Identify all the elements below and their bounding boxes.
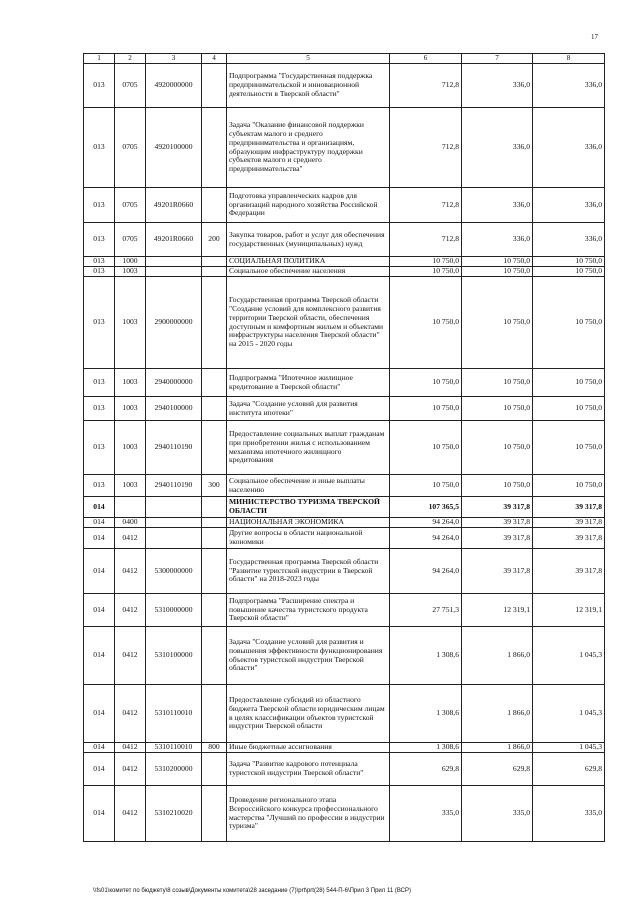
amount-col6: 629,8 [390, 753, 462, 786]
item-name: Задача "Создание условий для развития и повышения эффективности функционирования объектов туристской индустрии Тверской области" [227, 627, 390, 685]
amount-col7: 39 317,8 [462, 549, 533, 594]
amount-col7: 335,0 [462, 786, 533, 842]
ministry-code: 013 [84, 421, 115, 475]
amount-col7: 336,0 [462, 223, 533, 257]
table-row [84, 421, 605, 475]
section-code: 1003 [115, 397, 146, 421]
ministry-code: 013 [84, 475, 115, 497]
ministry-code: 013 [84, 277, 115, 369]
amount-col8: 629,8 [533, 753, 605, 786]
amount-col7: 10 750,0 [462, 421, 533, 475]
amount-col6: 10 750,0 [390, 277, 462, 369]
section-code: 0412 [115, 743, 146, 753]
target-article-code: 5310110010 [146, 743, 202, 753]
table-row [84, 685, 605, 743]
amount-col7: 1 866,0 [462, 743, 533, 753]
target-article-code: 2940110190 [146, 421, 202, 475]
table-row [84, 267, 605, 277]
expense-type-code [202, 397, 227, 421]
item-name: Предоставление социальных выплат гражданам при приобретении жилья с использованием механизма ипотечного жилищного кредитования [227, 421, 390, 475]
amount-col7: 10 750,0 [462, 397, 533, 421]
item-name: Задача "Развитие кадрового потенциала туристской индустрии Тверской области" [227, 753, 390, 786]
table-row [84, 369, 605, 397]
table-row [84, 475, 605, 497]
amount-col6: 10 750,0 [390, 369, 462, 397]
table-row [84, 528, 605, 549]
item-name: МИНИСТЕРСТВО ТУРИЗМА ТВЕРСКОЙ ОБЛАСТИ [227, 497, 390, 518]
ministry-code: 013 [84, 369, 115, 397]
amount-col8: 10 750,0 [533, 475, 605, 497]
table-row [84, 108, 605, 188]
amount-col6: 27 751,3 [390, 594, 462, 627]
table-body [84, 54, 605, 842]
amount-col8: 39 317,8 [533, 528, 605, 549]
amount-col8: 39 317,8 [533, 549, 605, 594]
column-header: 8 [533, 54, 605, 64]
target-article-code: 4920100000 [146, 108, 202, 188]
section-code: 1003 [115, 369, 146, 397]
amount-col8: 10 750,0 [533, 257, 605, 267]
target-article-code: 5310100000 [146, 627, 202, 685]
amount-col7: 10 750,0 [462, 277, 533, 369]
amount-col8: 39 317,8 [533, 518, 605, 528]
section-code: 0412 [115, 753, 146, 786]
section-code: 1003 [115, 277, 146, 369]
amount-col6: 712,8 [390, 64, 462, 108]
expense-type-code: 800 [202, 743, 227, 753]
target-article-code [146, 518, 202, 528]
expense-type-code: 200 [202, 223, 227, 257]
amount-col7: 10 750,0 [462, 257, 533, 267]
amount-col7: 39 317,8 [462, 518, 533, 528]
amount-col8: 10 750,0 [533, 421, 605, 475]
section-code: 0705 [115, 64, 146, 108]
section-code: 0705 [115, 108, 146, 188]
expense-type-code [202, 549, 227, 594]
amount-col6: 712,8 [390, 108, 462, 188]
ministry-code: 014 [84, 549, 115, 594]
column-header: 7 [462, 54, 533, 64]
target-article-code [146, 497, 202, 518]
amount-col6: 10 750,0 [390, 257, 462, 267]
amount-col7: 1 866,0 [462, 627, 533, 685]
item-name: Иные бюджетные ассигнования [227, 743, 390, 753]
amount-col6: 10 750,0 [390, 397, 462, 421]
section-code: 0705 [115, 223, 146, 257]
section-code: 0412 [115, 594, 146, 627]
expense-type-code [202, 753, 227, 786]
item-name: Подпрограмма "Расширение спектра и повышение качества туристского продукта Тверской области" [227, 594, 390, 627]
expense-type-code [202, 685, 227, 743]
amount-col8: 10 750,0 [533, 277, 605, 369]
amount-col7: 12 319,1 [462, 594, 533, 627]
target-article-code: 5310200000 [146, 753, 202, 786]
section-code: 0412 [115, 528, 146, 549]
amount-col6: 107 365,5 [390, 497, 462, 518]
section-code: 1000 [115, 257, 146, 267]
amount-col8: 12 319,1 [533, 594, 605, 627]
ministry-code: 014 [84, 518, 115, 528]
amount-col6: 10 750,0 [390, 421, 462, 475]
column-header: 3 [146, 54, 202, 64]
ministry-code: 013 [84, 64, 115, 108]
expense-type-code: 300 [202, 475, 227, 497]
table-row [84, 786, 605, 842]
budget-table [83, 53, 605, 842]
target-article-code: 2900000000 [146, 277, 202, 369]
amount-col6: 335,0 [390, 786, 462, 842]
amount-col8: 336,0 [533, 223, 605, 257]
amount-col7: 336,0 [462, 188, 533, 223]
ministry-code: 013 [84, 188, 115, 223]
section-code: 1003 [115, 421, 146, 475]
expense-type-code [202, 497, 227, 518]
item-name: Социальное обеспечение населения [227, 267, 390, 277]
column-number-header [84, 54, 605, 64]
expense-type-code [202, 369, 227, 397]
item-name: Задача "Создание условий для развития института ипотеки" [227, 397, 390, 421]
table-row [84, 277, 605, 369]
amount-col6: 10 750,0 [390, 475, 462, 497]
table-row [84, 497, 605, 518]
table-row [84, 549, 605, 594]
ministry-code: 013 [84, 257, 115, 267]
target-article-code: 2940110190 [146, 475, 202, 497]
section-code: 0400 [115, 518, 146, 528]
section-code: 0412 [115, 685, 146, 743]
section-code: 0705 [115, 188, 146, 223]
expense-type-code [202, 277, 227, 369]
ministry-code: 013 [84, 223, 115, 257]
amount-col6: 712,8 [390, 223, 462, 257]
ministry-code: 014 [84, 594, 115, 627]
table-row [84, 257, 605, 267]
item-name: Подготовка управленческих кадров для организаций народного хозяйства Российской Федерации [227, 188, 390, 223]
table-row [84, 594, 605, 627]
section-code: 1003 [115, 267, 146, 277]
column-header: 6 [390, 54, 462, 64]
amount-col8: 336,0 [533, 108, 605, 188]
table-row [84, 627, 605, 685]
item-name: Закупка товаров, работ и услуг для обеспечения государственных (муниципальных) нужд [227, 223, 390, 257]
amount-col7: 336,0 [462, 64, 533, 108]
ministry-code: 014 [84, 528, 115, 549]
amount-col8: 39 317,8 [533, 497, 605, 518]
item-name: Проведение регионального этапа Всероссийского конкурса профессионального мастерства "Лучший по профессии в индустрии туризма" [227, 786, 390, 842]
ministry-code: 014 [84, 786, 115, 842]
expense-type-code [202, 627, 227, 685]
table-row [84, 753, 605, 786]
expense-type-code [202, 518, 227, 528]
table-row [84, 743, 605, 753]
target-article-code: 49201R0660 [146, 188, 202, 223]
ministry-code: 013 [84, 397, 115, 421]
item-name: Задача "Оказание финансовой поддержки субъектам малого и среднего предпринимательства и организациям, образующим инфраструктуру поддержки субъектов малого и среднего предпринимательства" [227, 108, 390, 188]
amount-col8: 10 750,0 [533, 267, 605, 277]
amount-col8: 335,0 [533, 786, 605, 842]
target-article-code: 2940000000 [146, 369, 202, 397]
amount-col7: 1 866,0 [462, 685, 533, 743]
amount-col6: 94 264,0 [390, 549, 462, 594]
amount-col8: 336,0 [533, 64, 605, 108]
target-article-code: 4920000000 [146, 64, 202, 108]
target-article-code: 49201R0660 [146, 223, 202, 257]
column-header: 5 [227, 54, 390, 64]
table-row [84, 188, 605, 223]
ministry-code: 014 [84, 627, 115, 685]
expense-type-code [202, 64, 227, 108]
ministry-code: 013 [84, 267, 115, 277]
item-name: СОЦИАЛЬНАЯ ПОЛИТИКА [227, 257, 390, 267]
target-article-code: 5300000000 [146, 549, 202, 594]
ministry-code: 013 [84, 108, 115, 188]
section-code [115, 497, 146, 518]
item-name: Другие вопросы в области национальной экономики [227, 528, 390, 549]
ministry-code: 014 [84, 497, 115, 518]
expense-type-code [202, 421, 227, 475]
table-row [84, 223, 605, 257]
expense-type-code [202, 257, 227, 267]
column-header: 1 [84, 54, 115, 64]
expense-type-code [202, 594, 227, 627]
amount-col8: 336,0 [533, 188, 605, 223]
amount-col7: 10 750,0 [462, 267, 533, 277]
item-name: Социальное обеспечение и иные выплаты населению [227, 475, 390, 497]
expense-type-code [202, 786, 227, 842]
amount-col6: 10 750,0 [390, 267, 462, 277]
amount-col8: 1 045,3 [533, 627, 605, 685]
ministry-code: 014 [84, 685, 115, 743]
expense-type-code [202, 188, 227, 223]
item-name: НАЦИОНАЛЬНАЯ ЭКОНОМИКА [227, 518, 390, 528]
amount-col7: 10 750,0 [462, 475, 533, 497]
amount-col7: 39 317,8 [462, 497, 533, 518]
amount-col6: 94 264,0 [390, 528, 462, 549]
section-code: 0412 [115, 549, 146, 594]
column-header: 4 [202, 54, 227, 64]
amount-col6: 1 308,6 [390, 627, 462, 685]
amount-col7: 629,8 [462, 753, 533, 786]
amount-col6: 1 308,6 [390, 743, 462, 753]
ministry-code: 014 [84, 753, 115, 786]
column-header: 2 [115, 54, 146, 64]
target-article-code [146, 267, 202, 277]
expense-type-code [202, 528, 227, 549]
item-name: Государственная программа Тверской области "Создание условий для комплексного развития территории Тверской области, обеспечения доступным и комфортным жильем и объектами инфраструктуры населения Тверской области" на 2015 - 2020 годы [227, 277, 390, 369]
amount-col6: 1 308,6 [390, 685, 462, 743]
target-article-code: 5310000000 [146, 594, 202, 627]
amount-col7: 39 317,8 [462, 528, 533, 549]
ministry-code: 014 [84, 743, 115, 753]
section-code: 1003 [115, 475, 146, 497]
target-article-code: 5310210020 [146, 786, 202, 842]
section-code: 0412 [115, 627, 146, 685]
item-name: Государственная программа Тверской области "Развитие туристской индустрии в Тверской области" на 2018-2023 годы [227, 549, 390, 594]
item-name: Подпрограмма "Государственная поддержка предпринимательской и инновационной деятельности в Тверской области" [227, 64, 390, 108]
target-article-code: 5310110010 [146, 685, 202, 743]
page-number: 17 [591, 33, 598, 41]
section-code: 0412 [115, 786, 146, 842]
amount-col7: 10 750,0 [462, 369, 533, 397]
table-row [84, 518, 605, 528]
amount-col7: 336,0 [462, 108, 533, 188]
amount-col8: 10 750,0 [533, 369, 605, 397]
amount-col8: 10 750,0 [533, 397, 605, 421]
table-row [84, 397, 605, 421]
item-name: Предоставление субсидий из областного бюджета Тверской области юридическим лицам в целях классификации объектов туристской индустрии Тверской области [227, 685, 390, 743]
amount-col8: 1 045,3 [533, 685, 605, 743]
item-name: Подпрограмма "Ипотечное жилищное кредитование в Тверской области" [227, 369, 390, 397]
amount-col6: 94 264,0 [390, 518, 462, 528]
table-row [84, 64, 605, 108]
expense-type-code [202, 267, 227, 277]
file-path-footer: \\fs01\комитет по бюджету\8 созыв\Документы комитета\28 заседание (7)\prt\prt(28) 544-П-6\Прил 3 Прил 11 (ВСР) [93, 888, 411, 894]
target-article-code [146, 257, 202, 267]
amount-col6: 712,8 [390, 188, 462, 223]
target-article-code: 2940100000 [146, 397, 202, 421]
amount-col8: 1 045,3 [533, 743, 605, 753]
target-article-code [146, 528, 202, 549]
expense-type-code [202, 108, 227, 188]
